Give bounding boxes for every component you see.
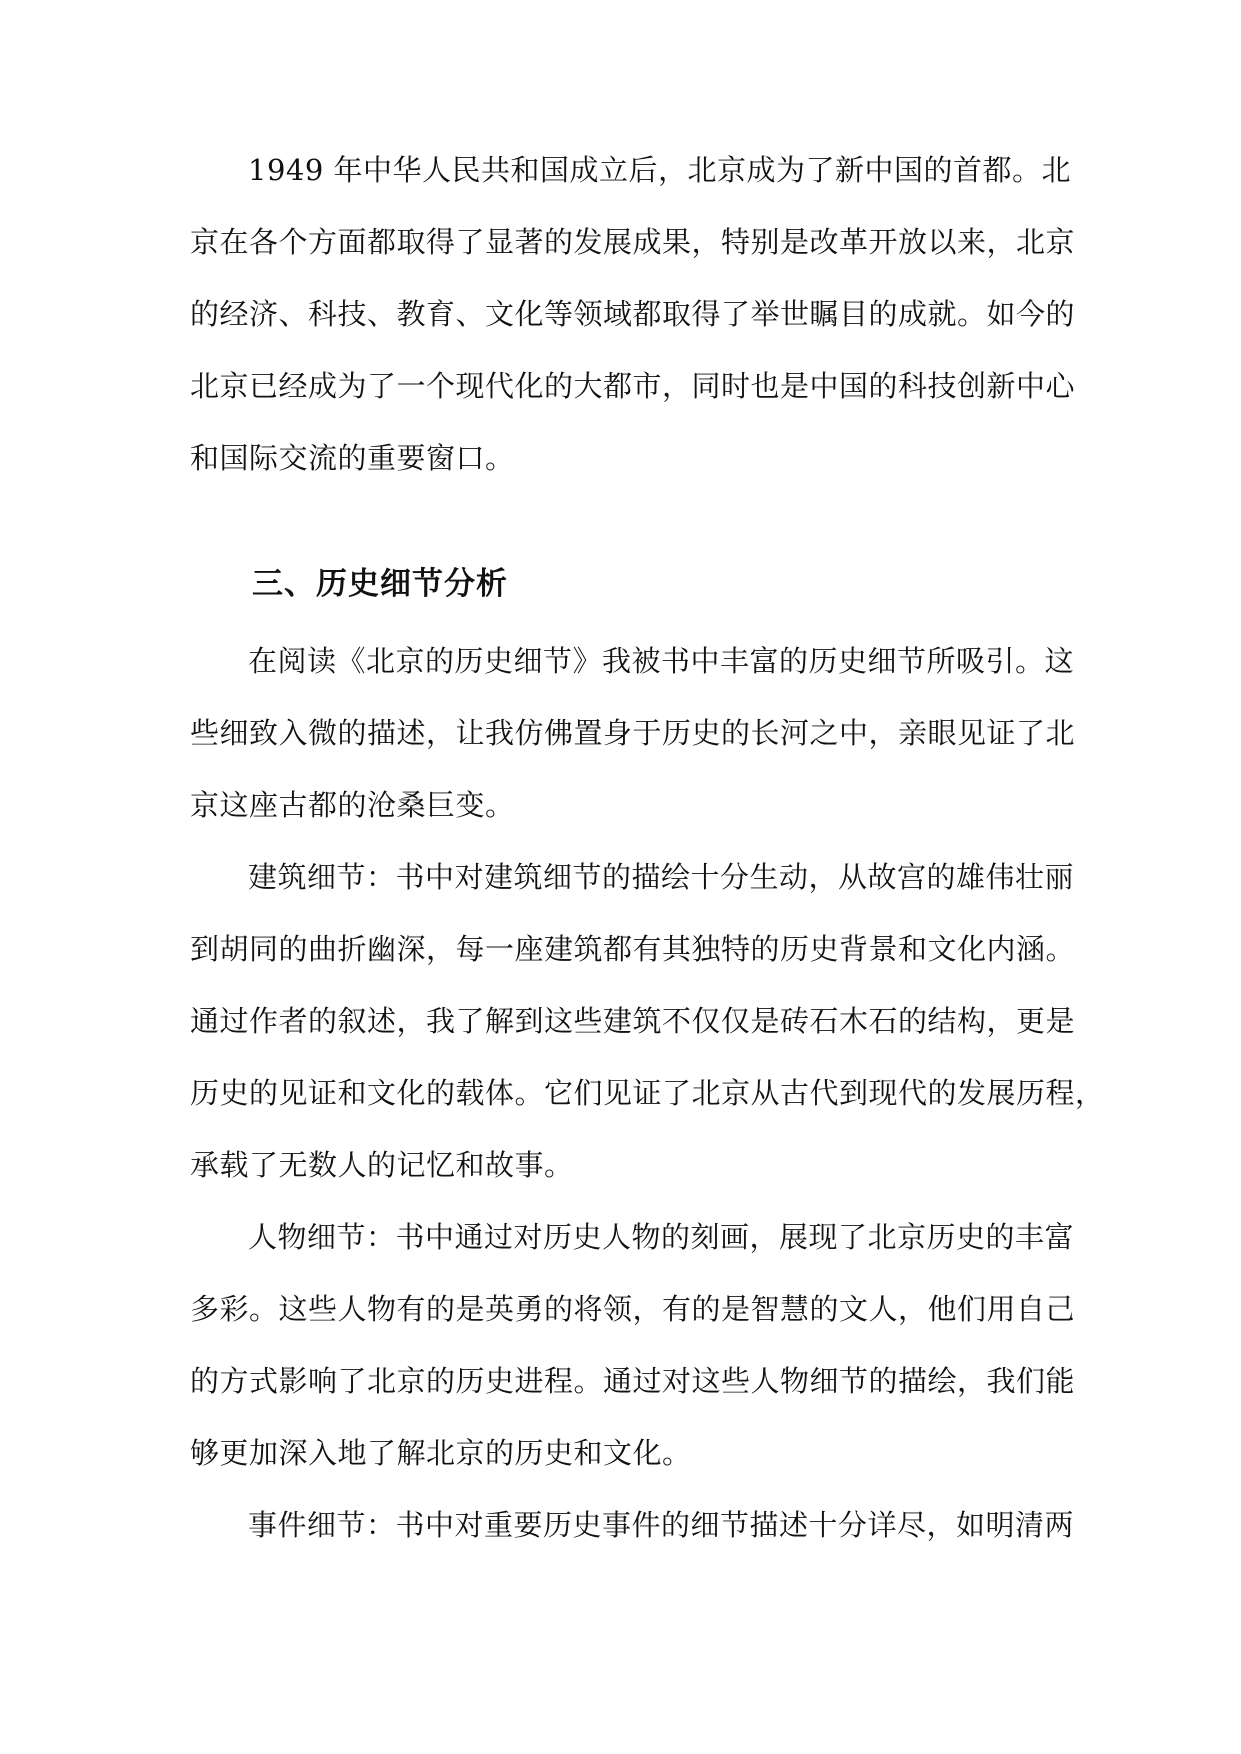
paragraph-line: 历史的见证和文化的载体。它们见证了北京从古代到现代的发展历程，: [190, 1076, 1105, 1110]
paragraph-line: 京这座古都的沧桑巨变。: [190, 788, 515, 822]
paragraph-line: 通过作者的叙述，我了解到这些建筑不仅仅是砖石木石的结构，更是: [190, 1004, 1076, 1038]
paragraph-line: 承载了无数人的记忆和故事。: [190, 1148, 574, 1182]
paragraph-line: 北京已经成为了一个现代化的大都市，同时也是中国的科技创新中心: [190, 369, 1076, 403]
paragraph-line: 建筑细节：书中对建筑细节的描绘十分生动，从故宫的雄伟壮丽: [248, 860, 1075, 894]
paragraph-line: 的方式影响了北京的历史进程。通过对这些人物细节的描绘，我们能: [190, 1364, 1076, 1398]
paragraph-line: 多彩。这些人物有的是英勇的将领，有的是智慧的文人，他们用自己: [190, 1292, 1076, 1326]
paragraph-line: 够更加深入地了解北京的历史和文化。: [190, 1436, 692, 1470]
paragraph-line: 和国际交流的重要窗口。: [190, 441, 515, 475]
paragraph-line: 事件细节：书中对重要历史事件的细节描述十分详尽，如明清两: [248, 1508, 1075, 1542]
paragraph-line: 到胡同的曲折幽深，每一座建筑都有其独特的历史背景和文化内涵。: [190, 932, 1076, 966]
paragraph-line: 京在各个方面都取得了显著的发展成果，特别是改革开放以来，北京: [190, 225, 1076, 259]
paragraph-line: 1949 年中华人民共和国成立后，北京成为了新中国的首都。北: [248, 153, 1072, 187]
section-heading: 三、历史细节分析: [252, 566, 508, 602]
paragraph-line: 的经济、科技、教育、文化等领域都取得了举世瞩目的成就。如今的: [190, 297, 1076, 331]
paragraph-line: 些细致入微的描述，让我仿佛置身于历史的长河之中，亲眼见证了北: [190, 716, 1076, 750]
paragraph-line: 在阅读《北京的历史细节》我被书中丰富的历史细节所吸引。这: [248, 644, 1075, 678]
paragraph-line: 人物细节：书中通过对历史人物的刻画，展现了北京历史的丰富: [248, 1220, 1075, 1254]
